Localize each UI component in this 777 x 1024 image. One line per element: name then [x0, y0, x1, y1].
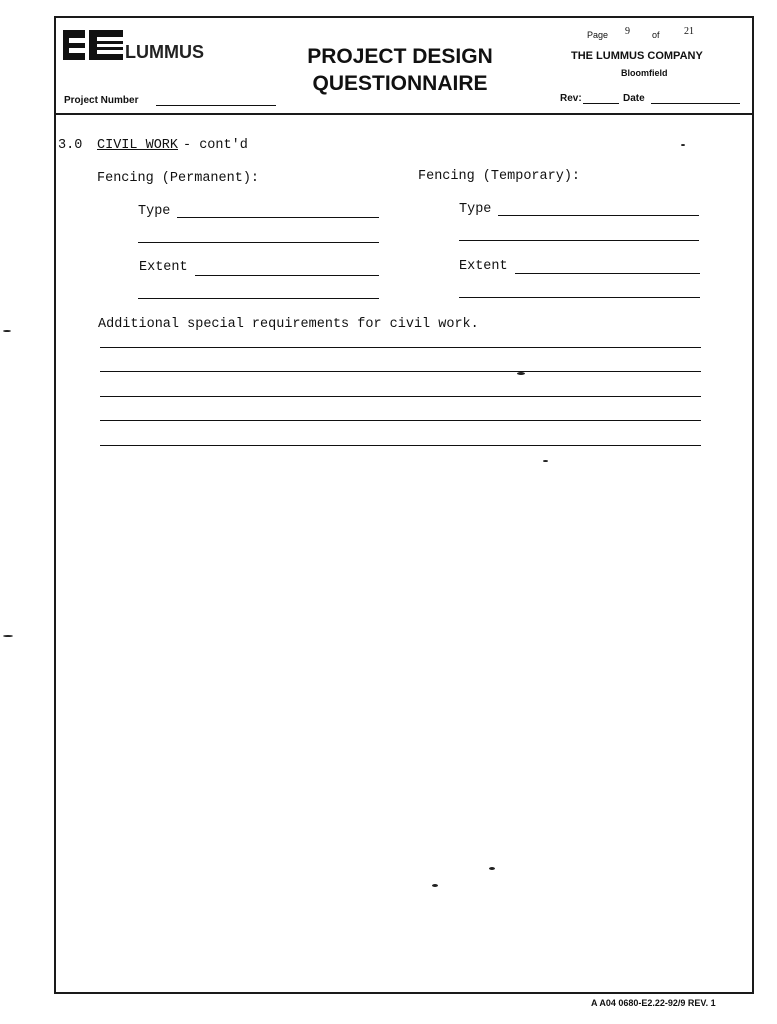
- form-title-line-1: PROJECT DESIGN: [307, 45, 493, 68]
- scan-speck: [517, 372, 525, 375]
- fencing-temporary-heading: Fencing (Temporary):: [418, 169, 581, 184]
- fencing-permanent-extent-field-2[interactable]: [138, 298, 379, 299]
- fencing-temporary-type-label: Type: [459, 202, 492, 217]
- scan-speck: [432, 884, 438, 887]
- page-total: 21: [684, 26, 694, 37]
- ce-logo-mark: [63, 28, 125, 64]
- scan-speck: [489, 867, 495, 870]
- fencing-temporary-extent-field-2[interactable]: [459, 297, 700, 298]
- additional-requirements-line-5[interactable]: [100, 445, 701, 446]
- scan-speck: [3, 330, 11, 332]
- project-number-field[interactable]: [156, 105, 276, 106]
- logo-wordmark: LUMMUS: [125, 42, 204, 62]
- page-label: Page: [587, 30, 609, 40]
- company-name: THE LUMMUS COMPANY: [571, 50, 703, 62]
- fencing-permanent-type-field[interactable]: [177, 217, 379, 218]
- company-location: Bloomfield: [621, 68, 668, 78]
- form-title: [290, 43, 510, 97]
- additional-requirements-line-1[interactable]: [100, 347, 701, 348]
- fencing-permanent-type-field-2[interactable]: [138, 242, 379, 243]
- header-divider: [54, 113, 754, 115]
- additional-requirements-label: Additional special requirements for civil work.: [98, 317, 479, 332]
- form-title-line-2: QUESTIONNAIRE: [312, 72, 488, 95]
- rev-field[interactable]: [583, 103, 619, 104]
- form-code: A A04 0680-E2.22-92/9 REV. 1: [591, 998, 716, 1008]
- scan-speck: [681, 144, 685, 146]
- project-number-label: Project Number: [64, 95, 139, 106]
- additional-requirements-line-4[interactable]: [100, 420, 701, 421]
- fencing-permanent-extent-label: Extent: [139, 260, 188, 275]
- rev-label: Rev:: [560, 93, 582, 104]
- form-frame: [54, 16, 754, 994]
- fencing-temporary-extent-field[interactable]: [515, 273, 700, 274]
- scan-speck: [3, 635, 13, 637]
- additional-requirements-line-2[interactable]: [100, 371, 701, 372]
- date-label: Date: [623, 93, 645, 104]
- scan-speck: [543, 460, 548, 462]
- fencing-permanent-heading: Fencing (Permanent):: [97, 171, 260, 186]
- section-title: CIVIL WORK: [97, 138, 179, 153]
- fencing-temporary-extent-label: Extent: [459, 259, 508, 274]
- fencing-temporary-type-field-2[interactable]: [459, 240, 699, 241]
- additional-requirements-line-3[interactable]: [100, 396, 701, 397]
- fencing-permanent-type-label: Type: [138, 204, 171, 219]
- company-logo: [63, 28, 233, 68]
- section-continued: - cont'd: [183, 138, 248, 153]
- page-number: 9: [625, 26, 630, 37]
- fencing-temporary-type-field[interactable]: [498, 215, 699, 216]
- section-number: 3.0: [58, 138, 83, 153]
- date-field[interactable]: [651, 103, 740, 104]
- fencing-permanent-extent-field[interactable]: [195, 275, 379, 276]
- page-of-label: of: [652, 30, 660, 40]
